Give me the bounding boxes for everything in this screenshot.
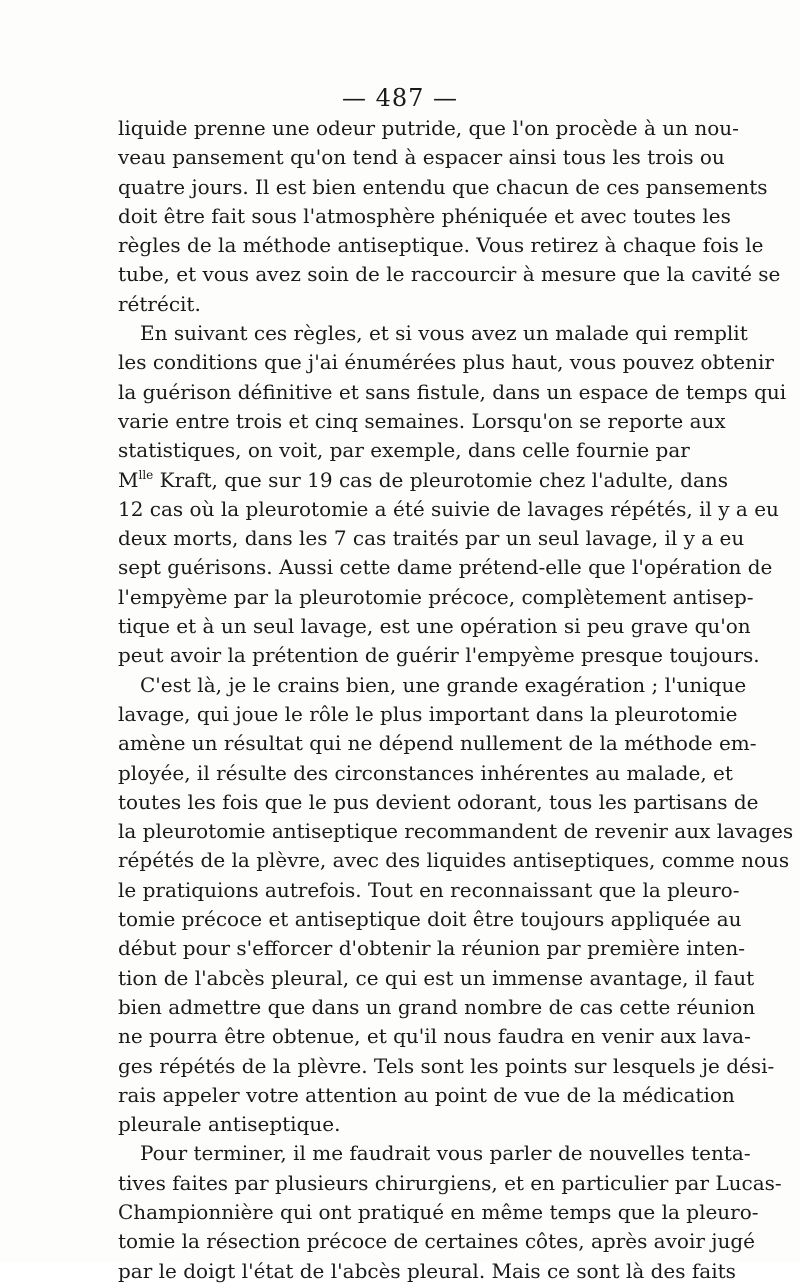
text-line: toutes les fois que le pus devient odorant, tous les partisans de xyxy=(118,789,759,814)
text-line: par le doigt l'état de l'abcès pleural. Mais ce sont là des faits xyxy=(118,1258,736,1283)
text-line: pleurale antiseptique. xyxy=(118,1112,341,1137)
superscript: lle xyxy=(138,467,154,482)
paragraph xyxy=(118,319,787,671)
text-line: tube, et vous avez soin de le raccourcir à mesure que la cavité se xyxy=(118,262,781,287)
text-line: rais appeler votre attention au point de vue de la médication xyxy=(118,1082,735,1107)
text-line: tion de l'abcès pleural, ce qui est un immense avantage, il faut xyxy=(118,965,755,990)
paragraph xyxy=(118,114,781,319)
text-line: tique et à un seul lavage, est une opération si peu grave qu'on xyxy=(118,614,751,639)
text-line: 12 cas où la pleurotomie a été suivie de lavages répétés, il y a eu xyxy=(118,496,779,521)
text-line: deux morts, dans les 7 cas traités par un seul lavage, il y a eu xyxy=(118,526,745,551)
text-line: C'est là, je le crains bien, une grande exagération ; l'unique xyxy=(140,672,747,697)
text-line: Pour terminer, il me faudrait vous parler de nouvelles tenta- xyxy=(140,1141,751,1166)
page-number: — 487 — xyxy=(341,84,459,112)
text-line: veau pansement qu'on tend à espacer ainsi tous les trois ou xyxy=(118,145,725,170)
body-text xyxy=(118,114,794,1286)
text-line-rest: Kraft, que sur 19 cas de pleurotomie chez l'adulte, dans xyxy=(153,467,729,492)
text-line: les conditions que j'ai énumérées plus haut, vous pouvez obtenir xyxy=(118,350,774,375)
title-abbrev: M xyxy=(118,467,139,492)
text-line: liquide prenne une odeur putride, que l'on procède à un nou- xyxy=(118,116,739,140)
text-line: En suivant ces règles, et si vous avez un malade qui remplit xyxy=(140,321,748,346)
text-line: répétés de la plèvre, avec des liquides antiseptiques, comme nous xyxy=(118,848,790,873)
text-line: varie entre trois et cinq semaines. Lorsqu'on se reporte aux xyxy=(118,408,726,433)
text-line: lavage, qui joue le rôle le plus important dans la pleurotomie xyxy=(118,701,738,726)
text-line: bien admettre que dans un grand nombre de cas cette réunion xyxy=(118,994,756,1019)
text-line: sept guérisons. Aussi cette dame prétend-elle que l'opération de xyxy=(118,555,773,580)
paragraph xyxy=(118,671,794,1140)
text-line: le pratiquions autrefois. Tout en reconnaissant que la pleuro- xyxy=(118,877,740,902)
text-line: doit être fait sous l'atmosphère phéniquée et avec toutes les xyxy=(118,203,731,228)
text-line: rétrécit. xyxy=(118,291,201,316)
text-line: statistiques, on voit, par exemple, dans celle fournie par xyxy=(118,438,690,463)
text-line: ployée, il résulte des circonstances inhérentes au malade, et xyxy=(118,760,733,785)
text-line: tives faites par plusieurs chirurgiens, et en particulier par Lucas- xyxy=(118,1170,782,1195)
text-line: l'empyème par la pleurotomie précoce, complètement antisep- xyxy=(118,584,754,609)
text-line: tomie la résection précoce de certaines côtes, après avoir jugé xyxy=(118,1229,755,1254)
text-line: la guérison définitive et sans fistule, dans un espace de temps qui xyxy=(118,379,787,404)
text-line xyxy=(118,466,729,495)
text-line: amène un résultat qui ne dépend nullement de la méthode em- xyxy=(118,731,757,756)
text-line: début pour s'efforcer d'obtenir la réunion par première inten- xyxy=(118,936,746,961)
text-line: ges répétés de la plèvre. Tels sont les points sur lesquels je dési- xyxy=(118,1053,775,1078)
text-line: tomie précoce et antiseptique doit être toujours appliquée au xyxy=(118,907,742,932)
text-line: peut avoir la prétention de guérir l'empyème presque toujours. xyxy=(118,643,760,668)
text-line: la pleurotomie antiseptique recommandent de revenir aux lavages xyxy=(118,819,794,844)
paragraph xyxy=(118,1139,782,1285)
text-line: quatre jours. Il est bien entendu que chacun de ces pansements xyxy=(118,174,768,199)
text-line: ne pourra être obtenue, et qu'il nous faudra en venir aux lava- xyxy=(118,1024,751,1049)
text-line: Championnière qui ont pratiqué en même temps que la pleuro- xyxy=(118,1199,759,1224)
text-line: règles de la méthode antiseptique. Vous retirez à chaque fois le xyxy=(118,233,764,258)
